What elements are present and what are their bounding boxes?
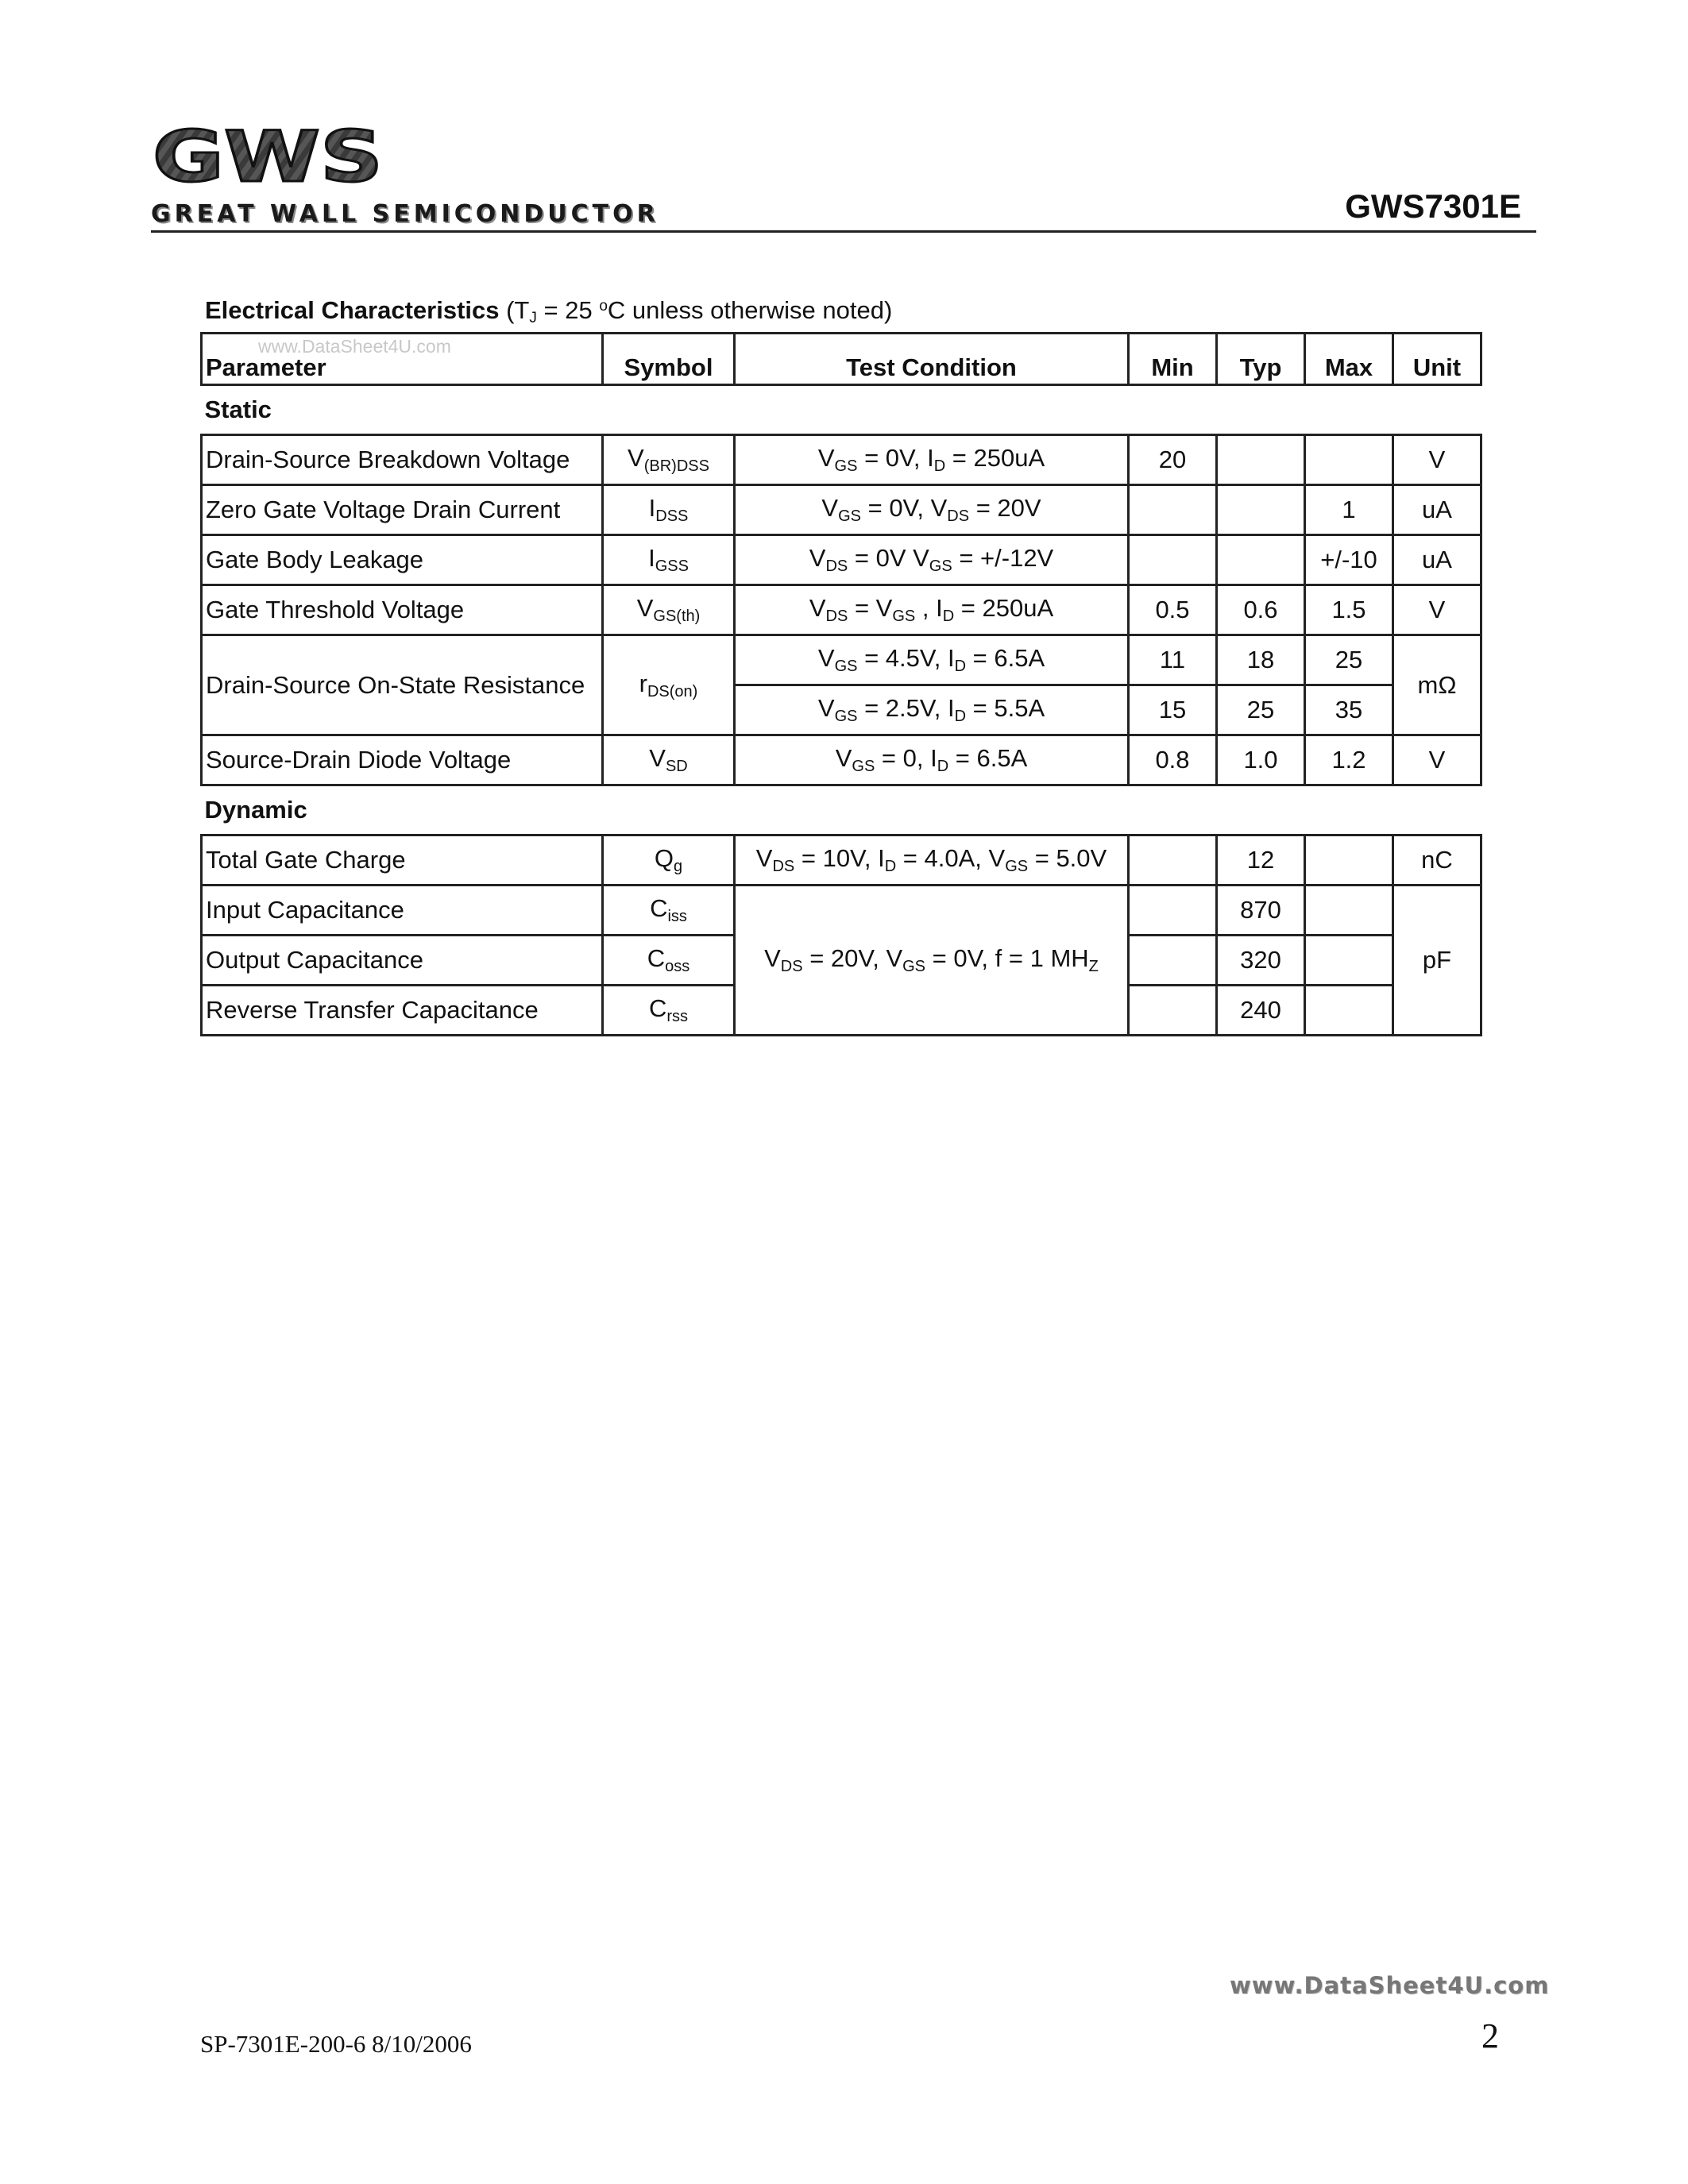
condition-subscript: GS (929, 558, 952, 575)
condition-subscript: GS (834, 658, 858, 675)
table-row (202, 585, 1481, 635)
max-cell (1305, 435, 1393, 485)
symbol-base: I (648, 494, 656, 522)
symbol-cell (603, 886, 735, 936)
symbol-cell (603, 835, 735, 886)
condition-text: = 0, I (875, 744, 937, 772)
header-min: Min (1129, 334, 1217, 385)
header-max: Max (1305, 334, 1393, 385)
symbol-cell (603, 936, 735, 986)
condition-subscript: D (937, 758, 949, 775)
condition-subscript: Z (1088, 958, 1099, 975)
condition-text: = 0V, I (857, 444, 934, 472)
unit-cell: V (1393, 435, 1481, 485)
symbol-base: Q (654, 844, 674, 872)
condition-subscript: D (954, 708, 967, 725)
header-test-condition: Test Condition (735, 334, 1129, 385)
condition-subscript: GS (834, 708, 858, 725)
section-title: Electrical Characteristics ($T_J = 25$ $^o$C unless otherwise noted) (205, 296, 893, 326)
condition-text: = 6.5A (948, 744, 1028, 772)
unit-cell: uA (1393, 485, 1481, 535)
test-condition-cell (735, 485, 1129, 535)
condition-text: V (835, 744, 852, 772)
unit-cell: V (1393, 585, 1481, 635)
condition-text: V (821, 494, 839, 522)
parameter-cell: Source-Drain Diode Voltage (202, 735, 603, 785)
symbol-cell (603, 435, 735, 485)
condition-subscript: D (884, 858, 897, 875)
condition-text: V (817, 644, 835, 672)
min-cell (1129, 835, 1217, 886)
max-cell: 35 (1305, 685, 1393, 735)
typ-cell: 870 (1217, 886, 1305, 936)
condition-text: = +/-12V (952, 544, 1054, 572)
condition-text: V (764, 944, 781, 972)
test-condition-cell (735, 685, 1129, 735)
header-unit: Unit (1393, 334, 1481, 385)
max-cell: 1 (1305, 485, 1393, 535)
condition-subscript: DS (825, 558, 848, 575)
parameter-cell: Zero Gate Voltage Drain Current (202, 485, 603, 535)
table-row (202, 435, 1481, 485)
header-rule (151, 230, 1536, 233)
symbol-subscript: g (674, 858, 683, 875)
header-typ: Typ (1217, 334, 1305, 385)
condition-text: = 5.5A (966, 694, 1045, 722)
table-row (202, 635, 1481, 685)
condition-subscript: DS (772, 858, 795, 875)
symbol-subscript: rss (666, 1008, 689, 1025)
condition-text: V (755, 844, 773, 872)
condition-subscript: D (954, 658, 967, 675)
typ-cell: 0.6 (1217, 585, 1305, 635)
parameter-cell: Gate Body Leakage (202, 535, 603, 585)
condition-text: = 20V, V (802, 944, 903, 972)
symbol-cell (603, 535, 735, 585)
test-condition-cell (735, 435, 1129, 485)
typ-cell (1217, 435, 1305, 485)
max-cell: 1.2 (1305, 735, 1393, 785)
typ-cell (1217, 485, 1305, 535)
footer-watermark: www.DataSheet4U.com (1230, 1972, 1550, 1999)
condition-subscript: DS (780, 958, 803, 975)
typ-cell: 25 (1217, 685, 1305, 735)
parameter-cell: Reverse Transfer Capacitance (202, 986, 603, 1036)
min-cell: 11 (1129, 635, 1217, 685)
test-condition-cell (735, 735, 1129, 785)
condition-text: = 4.0A, V (896, 844, 1006, 872)
document-id: SP-7301E-200-6 8/10/2006 (200, 2030, 472, 2058)
condition-text: = 5.0V (1028, 844, 1107, 872)
symbol-cell (603, 485, 735, 535)
max-cell: 1.5 (1305, 585, 1393, 635)
symbol-base: C (648, 994, 667, 1022)
test-condition-cell (735, 886, 1129, 1036)
condition-text: , I (915, 594, 943, 622)
condition-text: = 0V, f = 1 MH (925, 944, 1089, 972)
test-condition-cell (735, 835, 1129, 886)
section-row-static (202, 385, 1481, 435)
min-cell (1129, 886, 1217, 936)
symbol-cell (603, 635, 735, 735)
condition-text: = 0V V (848, 544, 929, 572)
parameter-cell: Gate Threshold Voltage (202, 585, 603, 635)
condition-text: V (817, 444, 835, 472)
section-label: Dynamic (202, 785, 1481, 835)
symbol-subscript: SD (665, 758, 688, 775)
parameter-cell: Total Gate Charge (202, 835, 603, 886)
max-cell: 25 (1305, 635, 1393, 685)
min-cell: 20 (1129, 435, 1217, 485)
condition-subscript: GS (892, 608, 916, 625)
max-cell (1305, 986, 1393, 1036)
symbol-base: I (648, 544, 655, 572)
condition-text: = 2.5V, I (857, 694, 955, 722)
condition-text: V (817, 694, 835, 722)
section-label: Static (202, 385, 1481, 435)
unit-cell: pF (1393, 886, 1481, 1036)
symbol-subscript: GS(th) (653, 608, 701, 625)
test-condition-cell (735, 535, 1129, 585)
condition-subscript: GS (834, 457, 858, 475)
condition-text: = 10V, I (794, 844, 885, 872)
max-cell (1305, 835, 1393, 886)
unit-cell: V (1393, 735, 1481, 785)
condition-text: = 250uA (954, 594, 1054, 622)
typ-cell: 18 (1217, 635, 1305, 685)
svg-text:GWS: GWS (153, 125, 383, 187)
gws-logo (151, 125, 385, 187)
min-cell: 0.8 (1129, 735, 1217, 785)
table-row (202, 735, 1481, 785)
typ-cell: 12 (1217, 835, 1305, 886)
header-symbol: Symbol (603, 334, 735, 385)
unit-cell: nC (1393, 835, 1481, 886)
symbol-base: V (636, 594, 654, 622)
company-name: GREAT WALL SEMICONDUCTOR (151, 200, 659, 228)
symbol-base: C (650, 894, 668, 922)
min-cell: 15 (1129, 685, 1217, 735)
symbol-subscript: (BR)DSS (643, 457, 709, 475)
condition-subscript: D (933, 457, 946, 475)
table-row (202, 485, 1481, 535)
min-cell (1129, 535, 1217, 585)
condition-text: = 250uA (945, 444, 1045, 472)
electrical-characteristics-table (200, 332, 1482, 1036)
condition-text: = 0V, V (860, 494, 948, 522)
condition-subscript: GS (852, 758, 875, 775)
unit-cell: uA (1393, 535, 1481, 585)
parameter-cell: Input Capacitance (202, 886, 603, 936)
table-row (202, 535, 1481, 585)
typ-cell: 240 (1217, 986, 1305, 1036)
min-cell: 0.5 (1129, 585, 1217, 635)
condition-text: = 4.5V, I (857, 644, 955, 672)
page-number: 2 (1481, 2016, 1499, 2055)
parameter-cell: Output Capacitance (202, 936, 603, 986)
typ-cell: 1.0 (1217, 735, 1305, 785)
condition-text: V (809, 594, 826, 622)
min-cell (1129, 936, 1217, 986)
symbol-subscript: iss (667, 908, 687, 925)
table-row (202, 886, 1481, 936)
symbol-cell (603, 585, 735, 635)
condition-subscript: GS (1005, 858, 1029, 875)
header-parameter: Parameter (202, 334, 603, 385)
max-cell: +/-10 (1305, 535, 1393, 585)
min-cell (1129, 485, 1217, 535)
condition-text: = 20V (969, 494, 1041, 522)
condition-subscript: GS (902, 958, 926, 975)
part-number: GWS7301E (1345, 187, 1521, 225)
condition-subscript: DS (947, 507, 970, 525)
symbol-subscript: GSS (655, 558, 689, 575)
max-cell (1305, 886, 1393, 936)
condition-subscript: DS (825, 608, 848, 625)
section-row-dynamic (202, 785, 1481, 835)
symbol-base: V (649, 744, 666, 772)
typ-cell: 320 (1217, 936, 1305, 986)
symbol-base: V (628, 444, 644, 472)
symbol-subscript: DSS (655, 507, 689, 525)
condition-text: = V (848, 594, 893, 622)
symbol-base: r (639, 669, 647, 697)
parameter-cell: Drain-Source On-State Resistance (202, 635, 603, 735)
unit-cell: mΩ (1393, 635, 1481, 735)
min-cell (1129, 986, 1217, 1036)
symbol-cell (603, 735, 735, 785)
parameter-cell: Drain-Source Breakdown Voltage (202, 435, 603, 485)
typ-cell (1217, 535, 1305, 585)
test-condition-cell (735, 635, 1129, 685)
max-cell (1305, 936, 1393, 986)
symbol-subscript: oss (665, 958, 690, 975)
watermark-small: www.DataSheet4U.com (258, 336, 451, 357)
condition-text: = 6.5A (966, 644, 1045, 672)
symbol-subscript: DS(on) (647, 682, 698, 700)
condition-text: V (809, 544, 826, 572)
section-title-bold: Electrical Characteristics (205, 296, 500, 324)
symbol-cell (603, 986, 735, 1036)
table-row (202, 835, 1481, 886)
symbol-base: C (647, 944, 666, 972)
test-condition-cell (735, 585, 1129, 635)
condition-subscript: D (942, 608, 955, 625)
condition-subscript: GS (838, 507, 861, 525)
